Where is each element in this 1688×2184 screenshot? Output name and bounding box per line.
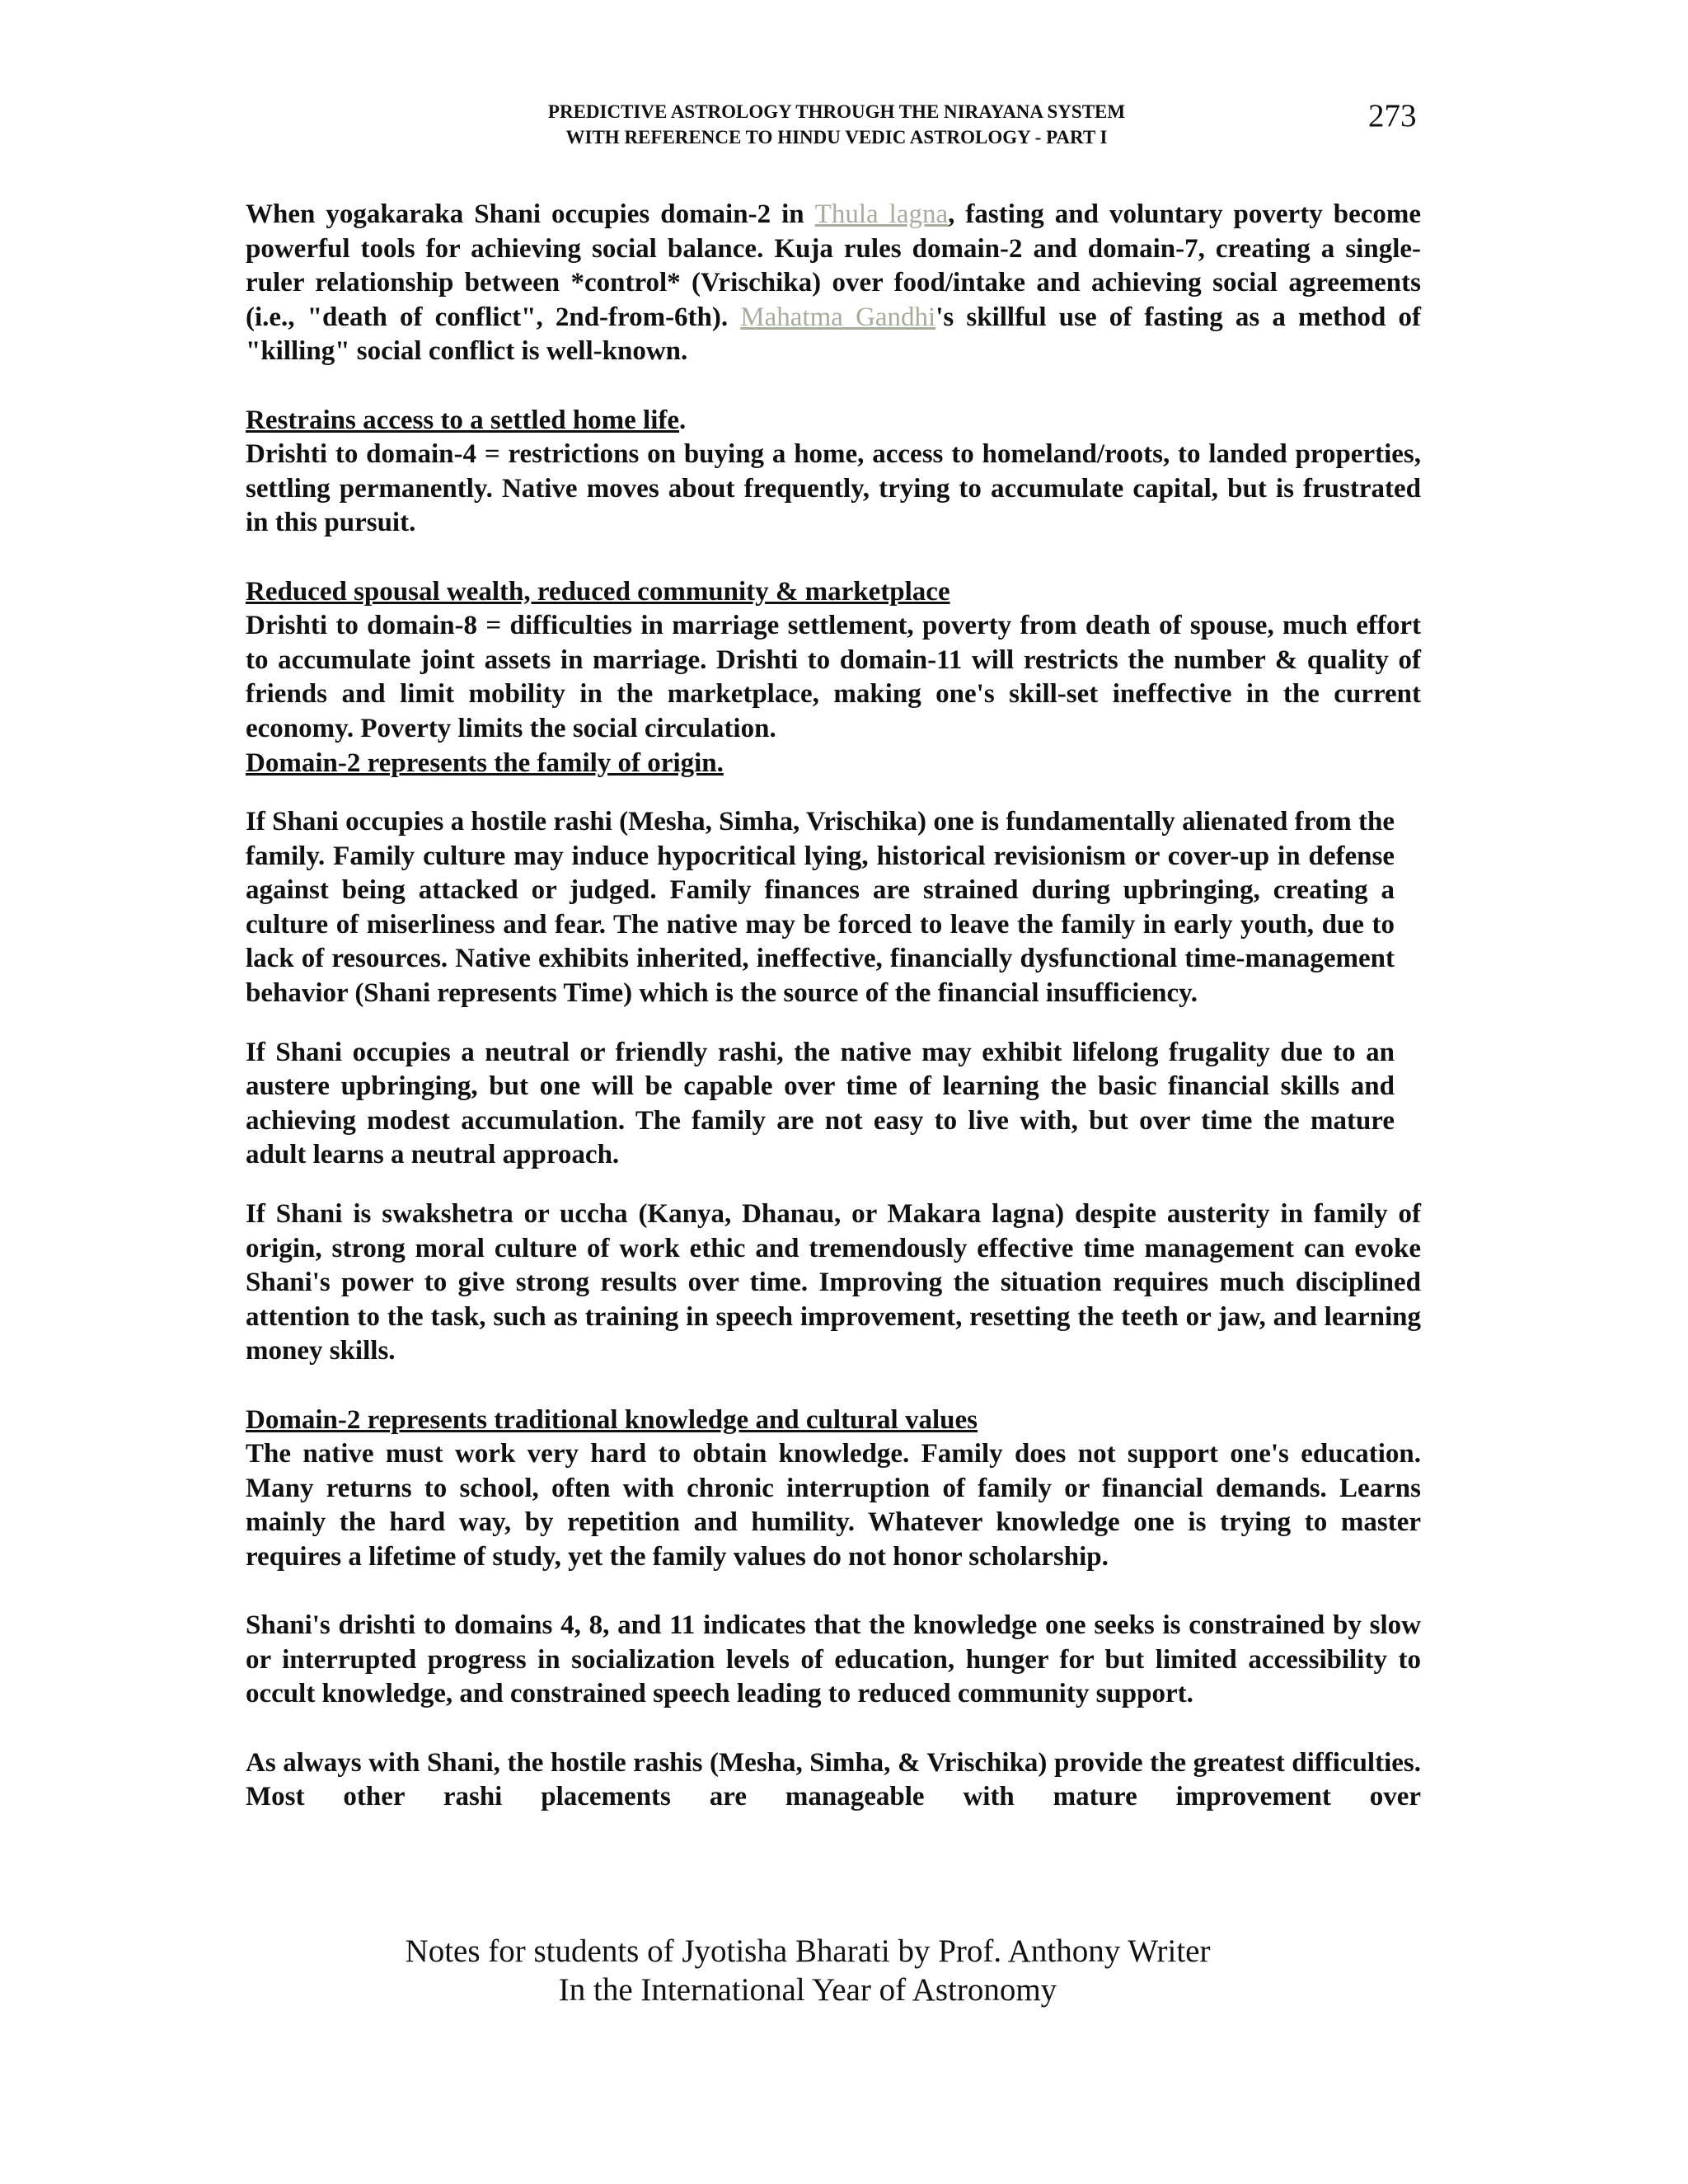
section-home-heading-line — [246, 404, 1421, 438]
intro-paragraph — [246, 198, 1421, 369]
section-family-para-1: If Shani occupies a hostile rashi (Mesha, Simha, Vrischika) one is fundamentally alienated from the family. Family culture may induce hypocritical lying, historical revisionism or cover-up in defense against being attacked or judged. Family finances are strained during upbringing, creating a culture of miserliness and fear. The native may be forced to leave the family in early youth, due to lack of resources. Native exhibits inherited, ineffective, financially dysfunctional time-management behavior (Shani represents Time) which is the source of the financial insufficiency. — [246, 807, 1395, 1009]
section-home-body: Drishti to domain-4 = restrictions on buying a home, access to homeland/roots, to landed properties, settling permanently. Native moves about frequently, trying to accumulate capital, but is frustrated in this pursuit. — [246, 439, 1421, 538]
section-family-heading: Domain-2 represents the family of origin. — [246, 748, 724, 778]
section-knowledge — [246, 1404, 1421, 1815]
intro-text-3: 's skillful use of fasting as a method of "killing" social conflict is well-known. — [246, 302, 1421, 367]
link-thula-lagna[interactable]: Thula lagna — [814, 199, 949, 229]
section-family-para-3: If Shani is swakshetra or uccha (Kanya, Dhanau, or Makara lagna) despite austerity in family of origin, strong moral culture of work ethic and tremendously effective time management can evoke Shani's power to give strong results over time. Improving the situation requires much disciplined attention to the task, such as training in speech improvement, resetting the teeth or jaw, and learning money skills. — [246, 1199, 1421, 1366]
running-header — [247, 99, 1426, 150]
intro-text-1: When yogakaraka Shani occupies domain-2 in — [246, 199, 815, 229]
section-family-para-2: If Shani occupies a neutral or friendly rashi, the native may exhibit lifelong frugality due to an austere upbringing, but one will be capable over time of learning the basic financial skills and achieving modest accumulation. The family are not easy to live with, but over time the mature adult learns a neutral approach. — [246, 1037, 1395, 1170]
page-number: 273 — [1368, 98, 1417, 134]
link-mahatma-gandhi[interactable]: Mahatma Gandhi — [740, 302, 936, 332]
section-home-heading: Restrains access to a settled home life — [246, 405, 680, 435]
section-home-life — [246, 404, 1421, 541]
section-spousal — [246, 575, 1421, 747]
section-knowledge-heading: Domain-2 represents traditional knowledge and cultural values — [246, 1404, 978, 1435]
section-family — [246, 747, 1421, 1370]
page-footer — [247, 1932, 1368, 2009]
section-knowledge-body: The native must work very hard to obtain knowledge. Family does not support one's education. Many returns to school, often with chronic interruption of family or financial demands. Learns mainly the hard way, by repetition and humility. Whatever knowledge one is trying to master requires a lifetime of study, yet the family values do not honor scholarship. — [246, 1439, 1421, 1572]
header-line-1: PREDICTIVE ASTROLOGY THROUGH THE NIRAYANA SYSTEM — [547, 101, 1126, 122]
footer-line-2: In the International Year of Astronomy — [558, 1972, 1057, 2008]
header-line-2: WITH REFERENCE TO HINDU VEDIC ASTROLOGY - PART I — [565, 127, 1108, 148]
section-knowledge-drishti: Shani's drishti to domains 4, 8, and 11 indicates that the knowledge one seeks is constrained by slow or interrupted progress in socialization levels of education, hunger for but limited accessibility to occult knowledge, and constrained speech leading to reduced community support. — [246, 1610, 1421, 1709]
footer-line-1: Notes for students of Jyotisha Bharati by Prof. Anthony Writer — [405, 1933, 1211, 1969]
intro-text-2: , fasting and voluntary poverty become powerful tools for achieving social balance. Kuja rules domain-2 and domain-7, creating a single-ruler relationship between *control* (Vrischika) over food/intake and achieving social agreements (i.e., "death of conflict", 2nd-from-6th). — [246, 199, 1422, 332]
section-home-heading-period: . — [679, 405, 687, 435]
section-spousal-heading: Reduced spousal wealth, reduced community & marketplace — [246, 576, 950, 607]
section-knowledge-closing: As always with Shani, the hostile rashis (Mesha, Simha, & Vrischika) provide the greatest difficulties. Most other rashi placements are manageable with mature improvement over — [246, 1747, 1421, 1812]
section-spousal-body: Drishti to domain-8 = difficulties in marriage settlement, poverty from death of spouse, much effort to accumulate joint assets in marriage. Drishti to domain-11 will restricts the number & quality of friends and limit mobility in the marketplace, making one's skill-set ineffective in the current economy. Poverty limits the social circulation. — [246, 611, 1421, 743]
page-body — [246, 198, 1421, 1815]
